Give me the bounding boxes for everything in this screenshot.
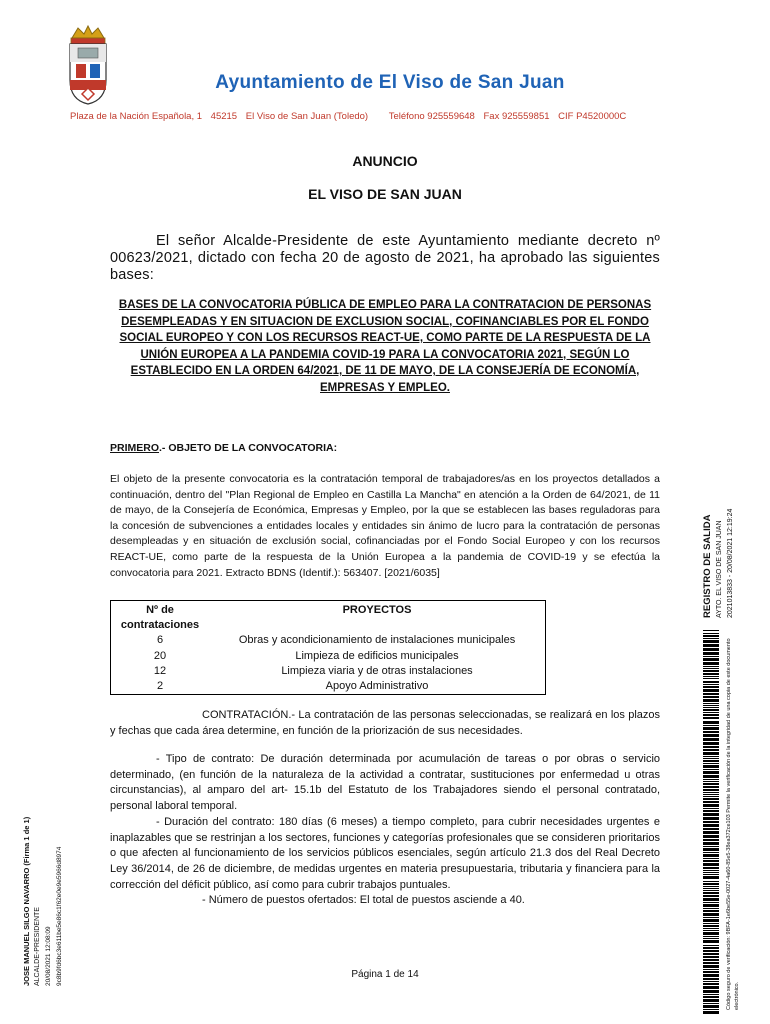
registry-org: AYTO. EL VISO DE SAN JUAN	[716, 520, 723, 618]
objective-paragraph: El objeto de la presente convocatoria es la contratación temporal de trabajadores/as en los proyectos detallados a continuación, dentro del "Plan Regional de Empleo en Castilla La Mancha" en atención a la Orden de 64/2021, de 11 de mayo, de la Consejería de Económica, Empresas y Empleo, por la que se establecen las bases reguladoras para la concesión de subvenciones a entidades locales y entidades sin ánimo de lucro para la contratación de personas desempleadas y en situación de exclusión social, cofinanciadas por el Fondo Social Europeo y con los recursos REACT-UE, como parte de la respuesta de la Unión Europea a la pandemia de COVID-19 y se efectúa la convocatoria para 2021. Extracto BDNS (Identif.): 563407. [2021/6035]	[110, 473, 660, 579]
barcode-bar	[703, 919, 719, 922]
row-project: Obras y acondicionamiento de instalaciones municipales	[238, 634, 516, 647]
barcode-bar	[703, 904, 719, 907]
barcode-bar	[703, 689, 719, 692]
barcode-bar	[703, 872, 719, 873]
barcode-bar	[703, 699, 719, 702]
barcode-bar	[703, 635, 719, 637]
barcode-bar	[703, 752, 719, 755]
barcode-bar	[703, 794, 719, 795]
contact-phone: Teléfono 925559648	[388, 111, 475, 122]
barcode-bar	[703, 858, 719, 859]
barcode-bar	[703, 950, 719, 952]
barcode-bar	[703, 804, 719, 807]
table-row	[111, 679, 546, 695]
section-heading	[110, 442, 337, 454]
barcode-bar	[703, 902, 719, 903]
puestos-paragraph: - Número de puestos ofertados: El total de puestos asciende a 40.	[202, 894, 525, 907]
barcode-bar	[703, 1011, 719, 1014]
row-project: Limpieza de edificios municipales	[295, 649, 459, 662]
barcode-bar	[703, 781, 719, 782]
barcode-bar	[703, 712, 719, 713]
barcode-bar	[703, 707, 719, 708]
barcode-bar	[703, 870, 719, 871]
barcode-bar	[703, 810, 719, 812]
barcode-bar	[703, 633, 719, 634]
barcode-bar	[703, 842, 719, 845]
barcode-bar	[703, 662, 719, 665]
section-number: PRIMERO	[110, 442, 160, 454]
barcode-bar	[703, 846, 719, 847]
contratacion-paragraph: CONTRATACIÓN.- La contratación de las personas seleccionadas, se realizará en los plazos y fechas que cada área determine, en función de la priorización de sus necesidades.	[110, 709, 660, 737]
csv-line-1: Código seguro de verificación: 9BFA-1e6be55e-0027-4a60-85e5-38ea372ce103 Permite la verificación de la integridad de una copia de este documento	[726, 638, 732, 1010]
barcode-bar	[703, 867, 719, 869]
barcode-bar	[703, 821, 719, 823]
barcode-bar	[703, 640, 719, 643]
barcode-bar	[703, 684, 719, 685]
row-count: 20	[153, 649, 167, 662]
row-count: 12	[153, 664, 167, 677]
page-number: Página 1 de 14	[351, 969, 419, 980]
barcode-bar	[703, 798, 719, 800]
barcode-bar	[703, 763, 719, 764]
barcode-bar	[703, 959, 719, 961]
barcode-bar	[703, 936, 719, 937]
organization-title: Ayuntamiento de El Viso de San Juan	[215, 72, 565, 93]
barcode-bar	[703, 648, 719, 651]
barcode-bar	[703, 758, 719, 759]
projects-table	[110, 600, 546, 695]
heading-place: EL VISO DE SAN JUAN	[308, 186, 462, 202]
barcode-bar	[703, 953, 719, 955]
barcode-bar	[703, 1005, 719, 1008]
barcode-bar	[703, 913, 719, 916]
barcode-bar	[703, 742, 719, 745]
barcode-bar	[703, 765, 719, 768]
barcode-bar	[703, 756, 719, 757]
barcode-bar	[703, 969, 719, 970]
barcode-bar	[703, 652, 719, 655]
contact-line	[70, 111, 730, 122]
barcode-bar	[703, 668, 719, 669]
row-project: Apoyo Administrativo	[325, 680, 429, 693]
contact-cif: CIF P4520000C	[558, 111, 627, 122]
barcode-bar	[703, 886, 719, 887]
barcode-bar	[703, 644, 719, 647]
barcode-bar	[703, 769, 719, 770]
barcode-bar	[703, 898, 719, 901]
contact-address: Plaza de la Nación Española, 1	[70, 111, 203, 122]
barcode-bar	[703, 974, 719, 977]
barcode-bar	[703, 709, 719, 711]
barcode-bar	[703, 928, 719, 929]
barcode-bar	[703, 705, 719, 706]
barcode-bar	[703, 693, 719, 695]
barcode-bar	[703, 801, 719, 803]
barcode-bar	[703, 876, 719, 879]
row-project: Limpieza viaria y de otras instalaciones	[281, 664, 473, 677]
registry-stamp	[700, 498, 740, 618]
barcode-bar	[703, 956, 719, 958]
barcode-bar	[703, 703, 719, 704]
barcode-bar	[703, 808, 719, 809]
registry-entry: 2021013833 - 20/08/2021 12:19:24	[727, 508, 734, 618]
barcode-bar	[703, 839, 719, 841]
contact-city: El Viso de San Juan (Toledo)	[245, 111, 369, 122]
barcode-bar	[703, 831, 719, 834]
contact-postal: 45215	[210, 111, 238, 122]
signature-hash: 9c8b9fd6bc3e611be5e86c1f62e0e9e5966d8974	[56, 846, 63, 986]
barcode-bar	[703, 892, 719, 894]
barcode-bar	[703, 786, 719, 788]
barcode-bar	[703, 925, 719, 927]
barcode-bar	[703, 696, 719, 698]
barcode-bar	[703, 835, 719, 838]
barcode-bar	[703, 910, 719, 912]
barcode-bar	[703, 996, 719, 998]
barcode-bar	[703, 717, 719, 719]
table-row	[111, 633, 546, 648]
duracion-paragraph: - Duración del contrato: 180 días (6 meses) a tiempo completo, para cubrir necesidades urgentes e inaplazables que se restrinjan a los sectores, funciones y categorías profesionales que se consideren prioritarios o que afecten al funcionamiento de los servicios públicos esenciales, según artículo 21.3 dos del Real Decreto Ley 36/2014, de 26 de diciembre, de medidas urgentes en materia presupuestaria, tributaria y financiera para la corrección del déficit público, así como para cubrir trabajos puntuales.	[110, 815, 660, 891]
tipo-contrato-paragraph: - Tipo de contrato: De duración determinada por acumulación de tareas o por obras o servicio determinado, (en función de la naturaleza de la actividad a contratar, sustituciones por enfermedad u otras circunstancias), al amparo del art- 15.1b del Estatuto de los Trabajadores siendo el personal contratado, personal laboral temporal.	[110, 753, 660, 813]
barcode-bar	[703, 971, 719, 973]
barcode-bar	[703, 883, 719, 885]
barcode-bar	[703, 947, 719, 949]
intro-paragraph: El señor Alcalde-Presidente de este Ayuntamiento mediante decreto nº 00623/2021, dictado con fecha 20 de agosto de 2021, ha aprobado las siguientes bases:	[110, 233, 660, 283]
barcode-bar	[703, 895, 719, 897]
barcode-bar	[703, 749, 719, 751]
signer-role: ALCALDE-PRESIDENTE	[34, 907, 41, 986]
crest-icon	[64, 24, 112, 106]
barcode-bar	[703, 725, 719, 726]
table-header-row	[111, 601, 546, 634]
section-title: .- OBJETO DE LA CONVOCATORIA:	[159, 442, 338, 454]
barcode-bar	[703, 658, 719, 661]
barcode-bar	[703, 638, 719, 639]
barcode-bar	[703, 940, 719, 943]
barcode-bar	[703, 863, 719, 866]
signer-name: JOSE MANUEL SILGO NAVARRO (Firma 1 de 1)	[22, 816, 31, 986]
barcode-bar	[703, 930, 719, 931]
barcode-bar	[703, 789, 719, 791]
barcode-bar	[703, 962, 719, 964]
barcode-bar	[703, 775, 719, 778]
column-header-projects: PROYECTOS	[342, 604, 412, 616]
row-count: 2	[156, 680, 164, 693]
barcode-bar	[703, 727, 719, 730]
barcode-bar	[703, 817, 719, 820]
barcode-bar	[703, 783, 719, 785]
csv-line-2: electrónico.	[734, 981, 740, 1010]
barcode-bar	[703, 666, 719, 667]
barcode-bar	[703, 824, 719, 827]
barcode-bar	[703, 686, 719, 688]
barcode-bar	[703, 792, 719, 793]
contract-terms	[110, 752, 660, 909]
table-row	[111, 649, 546, 664]
barcode-bar	[703, 874, 719, 875]
registry-title: REGISTRO DE SALIDA	[702, 514, 713, 618]
contact-fax: Fax 925559851	[483, 111, 550, 122]
barcode-bar	[703, 881, 719, 882]
verification-barcode	[703, 628, 719, 1014]
barcode-bar	[703, 917, 719, 918]
barcode-bar	[703, 681, 719, 683]
barcode-bar	[703, 983, 719, 985]
barcode-bar	[703, 630, 719, 631]
row-count: 6	[156, 634, 164, 647]
barcode-bar	[703, 852, 719, 853]
heading-anuncio: ANUNCIO	[352, 153, 418, 169]
barcode-bar	[703, 678, 719, 679]
barcode-bar	[703, 945, 719, 946]
barcode-bar	[703, 932, 719, 935]
barcode-bar	[703, 721, 719, 724]
barcode-bar	[703, 734, 719, 737]
barcode-bar	[703, 738, 719, 741]
barcode-bar	[703, 994, 719, 995]
barcode-bar	[703, 978, 719, 980]
barcode-bar	[703, 1003, 719, 1004]
barcode-bar	[703, 890, 719, 891]
barcode-bar	[703, 796, 719, 797]
barcode-bar	[703, 923, 719, 924]
barcode-bar	[703, 888, 719, 889]
barcode-bar	[703, 999, 719, 1002]
barcode-bar	[703, 981, 719, 982]
barcode-bar	[703, 908, 719, 909]
barcode-bar	[703, 673, 719, 675]
barcode-bar	[703, 746, 719, 748]
barcode-bar	[703, 965, 719, 968]
barcode-bar	[703, 656, 719, 657]
barcode-bar	[703, 771, 719, 774]
barcode-bar	[703, 779, 719, 780]
signature-date: 20/08/2021 12:08:09	[45, 926, 52, 986]
barcode-bar	[703, 760, 719, 762]
table-row	[111, 664, 546, 679]
barcode-bar	[703, 731, 719, 733]
signature-block	[16, 808, 66, 986]
barcode-bar	[703, 670, 719, 672]
barcode-bar	[703, 828, 719, 830]
barcode-bar	[703, 854, 719, 857]
barcode-bar	[703, 1009, 719, 1010]
barcode-bar	[703, 813, 719, 816]
barcode-bar	[703, 714, 719, 716]
barcode-bar	[703, 860, 719, 862]
bases-title: BASES DE LA CONVOCATORIA PÚBLICA DE EMPLEO PARA LA CONTRATACION DE PERSONAS DESEMPLEADAS Y EN SITUACION DE EXCLUSION SOCIAL, COFINANCIABLES POR EL FONDO SOCIAL EUROPEO Y CON LOS RECURSOS REACT-UE, COMO PARTE DE LA RESPUESTA DE LA UNIÓN EUROPEA A LA PANDEMIA COVID-19 PARA LA CONVOCATORIA 2021, SEGÚN LO ESTABLECIDO EN LA ORDEN 64/2021, DE 11 DE MAYO, DE LA CONSEJERÍA DE ECONOMÍA, EMPRESAS Y EMPLEO.	[118, 299, 652, 394]
barcode-bar	[703, 676, 719, 677]
verification-code-text	[724, 640, 754, 1010]
column-header-count: Nº de contrataciones	[120, 604, 200, 632]
barcode-bar	[703, 848, 719, 851]
barcode-bar	[703, 990, 719, 993]
barcode-bar	[703, 986, 719, 989]
barcode-bar	[703, 938, 719, 939]
